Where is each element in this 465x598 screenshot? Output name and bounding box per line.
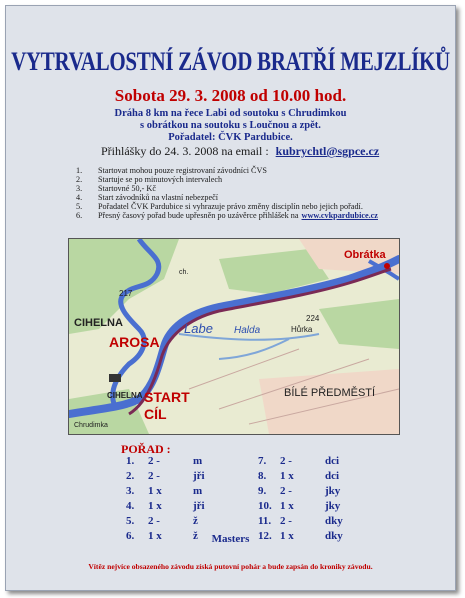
course-info-line-1: Dráha 8 km na řece Labi od soutoku s Chrudimkou (114, 108, 347, 119)
schedule-row (126, 469, 205, 484)
race-number: 1. (126, 455, 135, 467)
map-label-chrudimka: Chrudimka (74, 422, 108, 429)
race-number: 4. (126, 500, 135, 512)
map-label-start: START (144, 389, 190, 405)
race-category: ž (193, 530, 198, 542)
map-label-cihelna: CIHELNA (74, 317, 123, 329)
map-label-cihelna-small: CIHELNA (107, 391, 143, 400)
boat-class: 2 - (148, 455, 160, 467)
event-date: Sobota 29. 3. 2008 od 10.00 hod. (114, 86, 347, 105)
boat-class: 2 - (280, 515, 292, 527)
rule-text: Start závodníků na vlastní nebezpečí (98, 193, 219, 202)
rule-text: Startuje se po minutových intervalech (98, 175, 223, 184)
boat-class: 1 x (148, 530, 162, 542)
race-number: 11. (258, 515, 272, 527)
boat-class: 1 x (280, 530, 294, 542)
race-number: 3. (126, 485, 135, 497)
organizer-line: Pořadatel: ČVK Pardubice. (168, 132, 293, 143)
schedule-row (258, 514, 343, 529)
schedule-heading: POŘAD : (121, 442, 171, 456)
boat-class: 2 - (280, 485, 292, 497)
rule-number: 3. (76, 184, 83, 193)
course-info-line-2: s obrátkou na soutoku s Loučnou a zpět. (140, 120, 321, 131)
race-number: 7. (258, 455, 267, 467)
poster-sheet (5, 5, 456, 591)
race-number: 9. (258, 485, 267, 497)
race-category: dky (325, 515, 343, 527)
schedule-row (126, 484, 205, 499)
registration-line (101, 144, 379, 159)
course-map (68, 238, 400, 435)
race-number: 12. (258, 530, 272, 542)
boat-class: 2 - (148, 470, 160, 482)
map-label-cil: CÍL (144, 406, 167, 422)
map-label-217: 217 (119, 289, 133, 298)
race-number: 6. (126, 530, 135, 542)
race-category: jky (325, 485, 341, 497)
map-label-labe: Labe (184, 321, 213, 336)
race-category: jky (325, 500, 341, 512)
boat-class: 1 x (148, 500, 162, 512)
map-label-obratka: Obrátka (344, 249, 386, 261)
registration-email-link[interactable]: kubrychtl@sgpce.cz (275, 144, 380, 158)
rule-number: 5. (76, 202, 83, 211)
schedule-row (258, 469, 343, 484)
schedule-row (258, 454, 343, 469)
race-category: ž (193, 515, 198, 527)
list-item (76, 193, 446, 202)
rule-number: 4. (76, 193, 83, 202)
boat-class: 1 x (280, 470, 294, 482)
map-label-ch: ch. (179, 269, 189, 276)
rules-list (76, 166, 446, 220)
list-item (76, 202, 446, 211)
masters-label: Masters (211, 533, 250, 545)
race-number: 8. (258, 470, 267, 482)
map-label-bile-predmesti: BÍLÉ PŘEDMĚSTÍ (284, 387, 376, 399)
boat-class: 1 x (148, 485, 162, 497)
schedule-row (258, 499, 343, 514)
boat-class: 2 - (148, 515, 160, 527)
boat-class: 1 x (280, 500, 294, 512)
schedule-row (126, 499, 205, 514)
race-number: 10. (258, 500, 272, 512)
list-item (76, 184, 446, 193)
race-category: m (193, 455, 203, 467)
schedule-row (258, 484, 343, 499)
race-category: jři (193, 500, 205, 512)
race-number: 2. (126, 470, 135, 482)
map-label-hurka: Hůrka (291, 325, 313, 334)
rule-number: 1. (76, 166, 83, 175)
rule-number: 2. (76, 175, 83, 184)
rule-text: Startovat mohou pouze registrovaní závodníci ČVS (98, 166, 267, 175)
race-category: dci (325, 470, 340, 482)
map-label-halda: Halda (234, 325, 261, 336)
race-category: m (193, 485, 203, 497)
race-category: dci (325, 455, 340, 467)
rule-text: Pořadatel ČVK Pardubice si vyhrazuje právo změny disciplín nebo jejich pořadí. (98, 202, 363, 211)
race-category: jři (193, 470, 205, 482)
schedule-left-column (126, 454, 205, 544)
list-item (76, 166, 446, 175)
map-label-224: 224 (306, 314, 320, 323)
poster-title: VYTRVALOSTNÍ ZÁVOD BRATŘÍ MEJZLÍKŮ (11, 46, 450, 76)
schedule-row (126, 514, 205, 529)
schedule-row (126, 454, 205, 469)
race-category: dky (325, 530, 343, 542)
map-label-arosa: AROSA (109, 334, 160, 350)
rule-number: 6. (76, 211, 83, 220)
rule-text: Přesný časový pořad bude upřesněn po uzávěrce přihlášek na (98, 211, 299, 220)
list-item (76, 175, 446, 184)
schedule-right-column (258, 454, 343, 544)
boat-class: 2 - (280, 455, 292, 467)
website-link[interactable]: www.cvkpardubice.cz (301, 211, 378, 220)
race-number: 5. (126, 515, 135, 527)
footer-note: Vítěz nejvíce obsazeného závodu získá putovní pohár a bude zapsán do kroniky závodu. (88, 562, 373, 571)
rule-text: Startovné 50,- Kč (98, 184, 156, 193)
registration-text: Přihlášky do 24. 3. 2008 na email : (101, 144, 269, 158)
list-item (76, 211, 446, 220)
